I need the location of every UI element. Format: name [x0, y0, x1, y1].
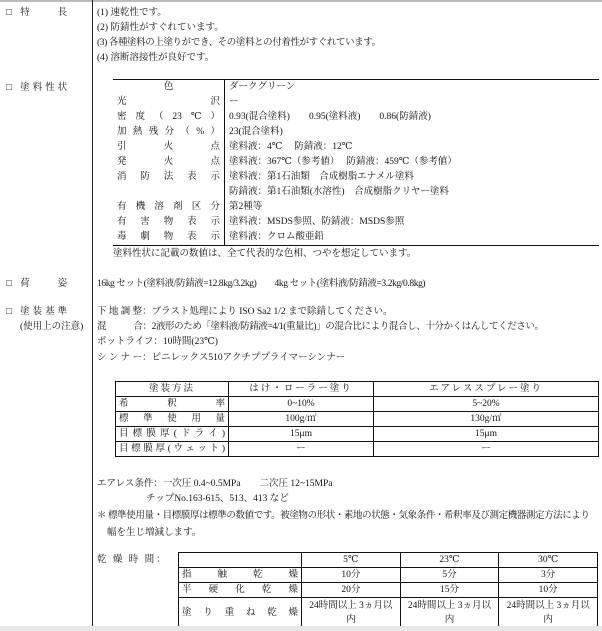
properties-note: 塗料性状に記載の数値は、全て代表的な色相、つやを想定しています。 [113, 249, 417, 259]
table-cell: 目標膜厚(ウェット) [116, 442, 229, 457]
section-label-properties: □ 塗料性状 [6, 83, 71, 93]
table-row [116, 397, 599, 412]
table-row [113, 200, 599, 215]
table-row [113, 155, 599, 170]
table-cell: はけ・ローラー塗り [229, 382, 374, 397]
table-cell: 5~20% [374, 397, 599, 412]
feature-item: (3) 各種塗料の上塗りができ、その塗料との付着性がすぐれています。 [97, 38, 381, 48]
table-cell: 指触乾燥 [179, 568, 302, 583]
table-row [113, 110, 599, 125]
table-row [116, 412, 599, 427]
table-cell: 塗り重ね乾燥 [179, 598, 302, 629]
table-cell: 塗料液：第1石油類 合成樹脂エナメル塗料 [229, 172, 414, 182]
table-cell: 15μm [229, 427, 374, 442]
table-row [113, 230, 599, 246]
table-cell: 毒劇物表示 [113, 230, 225, 246]
table-cell: 3分 [499, 568, 598, 583]
table-row [116, 442, 599, 457]
table-row [116, 427, 599, 442]
table-cell: 希釈率 [116, 397, 229, 412]
section-label-standards: □ 塗装基準 [6, 307, 71, 317]
table-cell: 20分 [302, 583, 401, 598]
packaging-value: 16kg セット(塗料液/防錆液=12.8kg/3.2kg) 4kg セット(塗料液/防錆液=3.2kg/0.8kg) [97, 279, 426, 289]
table-cell: 5℃ [302, 553, 401, 568]
table-row [179, 598, 598, 629]
table-cell: 5分 [400, 568, 499, 583]
table-cell: 塗装方法 [116, 382, 229, 397]
table-cell: 塗料液：クロム酸亜鉛 [229, 232, 325, 242]
table-cell: ダークグリーン [229, 82, 296, 92]
asterisk-note-cont: 幅を生じ増減します。 [107, 528, 202, 538]
table-cell: 色 [113, 80, 225, 96]
table-row [179, 568, 598, 583]
table-cell: ー [229, 442, 374, 457]
drying-time-table [178, 552, 598, 629]
table-cell: 塗料液：367℃（参考値） 防錆液：459℃（参考値） [229, 157, 457, 167]
table-row [113, 185, 599, 200]
table-cell: 標準使用量 [116, 412, 229, 427]
table-cell: 100g/㎡ [229, 412, 374, 427]
table-cell: 15μm [374, 427, 599, 442]
table-row [113, 170, 599, 185]
table-cell: 24時間以上 3ヵ月以内 [499, 598, 598, 629]
table-row [113, 215, 599, 230]
table-cell: 加熱残分（%） [113, 125, 225, 140]
table-cell: 15分 [400, 583, 499, 598]
table-row [113, 95, 599, 110]
coating-method-table [115, 381, 599, 457]
table-cell: 23℃ [400, 553, 499, 568]
table-cell: エアレススプレー塗り [374, 382, 599, 397]
table-row [113, 80, 599, 96]
table-cell: 塗料液：MSDS参照、防錆液：MSDS参照 [229, 217, 405, 227]
table-cell: 密度（23℃） [113, 110, 225, 125]
table-cell: 24時間以上 3ヵ月以内 [400, 598, 499, 629]
table-cell: 10分 [499, 583, 598, 598]
top-border [0, 0, 602, 2]
standards-line: ポットライフ：10時間(23℃) [97, 337, 218, 347]
section-label-packaging: □ 荷 姿 [6, 279, 71, 289]
feature-item: (4) 溶断溶接性が良好です。 [97, 53, 215, 63]
properties-table [113, 79, 599, 246]
table-cell [113, 185, 225, 200]
table-cell: 引火点 [113, 140, 225, 155]
table-cell: 130g/㎡ [374, 412, 599, 427]
table-cell: 24時間以上 3ヵ月以内 [302, 598, 401, 629]
table-cell: 発火点 [113, 155, 225, 170]
table-cell: 0~10% [229, 397, 374, 412]
table-cell: 10分 [302, 568, 401, 583]
airless-tips: チップNo.163-615、513、413 など [146, 494, 289, 504]
table-cell: 目標膜厚(ドライ) [116, 427, 229, 442]
table-cell: 防錆液：第1石油類(水溶性) 合成樹脂クリヤー塗料 [229, 187, 449, 197]
standards-line: 下 地 調 整：ブラスト処理により ISO Sa2 1/2 まで除錆してください。 [97, 307, 393, 317]
drying-time-label: 乾 燥 時 間： [97, 555, 168, 565]
asterisk-note: ＊ 標準使用量・目標膜厚は標準の数値です。被塗物の形状・素地の状態・気象条件・希釈率及び測定機器測定方法により [97, 511, 590, 521]
table-cell: ー [229, 97, 239, 107]
table-cell: 有害物表示 [113, 215, 225, 230]
table-row [116, 382, 599, 397]
table-cell: 有機溶剤区分 [113, 200, 225, 215]
standards-line: 混 合：2液形のため「塗料液/防錆液=4/1(重量比)」の混合比により混合し、十分かくはんしてください。 [97, 322, 544, 332]
table-cell: 第2種等 [229, 202, 263, 212]
table-cell: 塗料液：4℃ 防錆液：12℃ [229, 142, 353, 152]
table-row [113, 125, 599, 140]
table-cell: 23(混合塗料) [229, 127, 283, 137]
table-row [179, 553, 598, 568]
table-cell: 光沢 [113, 95, 225, 110]
standards-line: シ ン ナ ー：ビニレックス510アクチププライマーシンナー [97, 353, 346, 363]
table-cell: 30℃ [499, 553, 598, 568]
table-row [113, 140, 599, 155]
bottom-border [0, 626, 602, 631]
table-cell: 0.93(混合塗料) 0.95(塗料液) 0.86(防錆液) [229, 112, 431, 122]
section-label-features: □ 特 長 [6, 8, 71, 18]
column-divider [92, 0, 93, 626]
feature-item: (1) 速乾性です。 [97, 8, 167, 18]
table-cell: 半硬化乾燥 [179, 583, 302, 598]
table-row [179, 583, 598, 598]
standards-sublabel: (使用上の注意) [20, 322, 84, 332]
table-cell [179, 553, 302, 568]
feature-item: (2) 防錆性がすぐれています。 [97, 23, 224, 33]
airless-conditions: エアレス条件：一次圧 0.4~0.5MPa 二次圧 12~15MPa [97, 479, 333, 489]
table-cell: ー [374, 442, 599, 457]
table-cell: 消防法表示 [113, 170, 225, 185]
